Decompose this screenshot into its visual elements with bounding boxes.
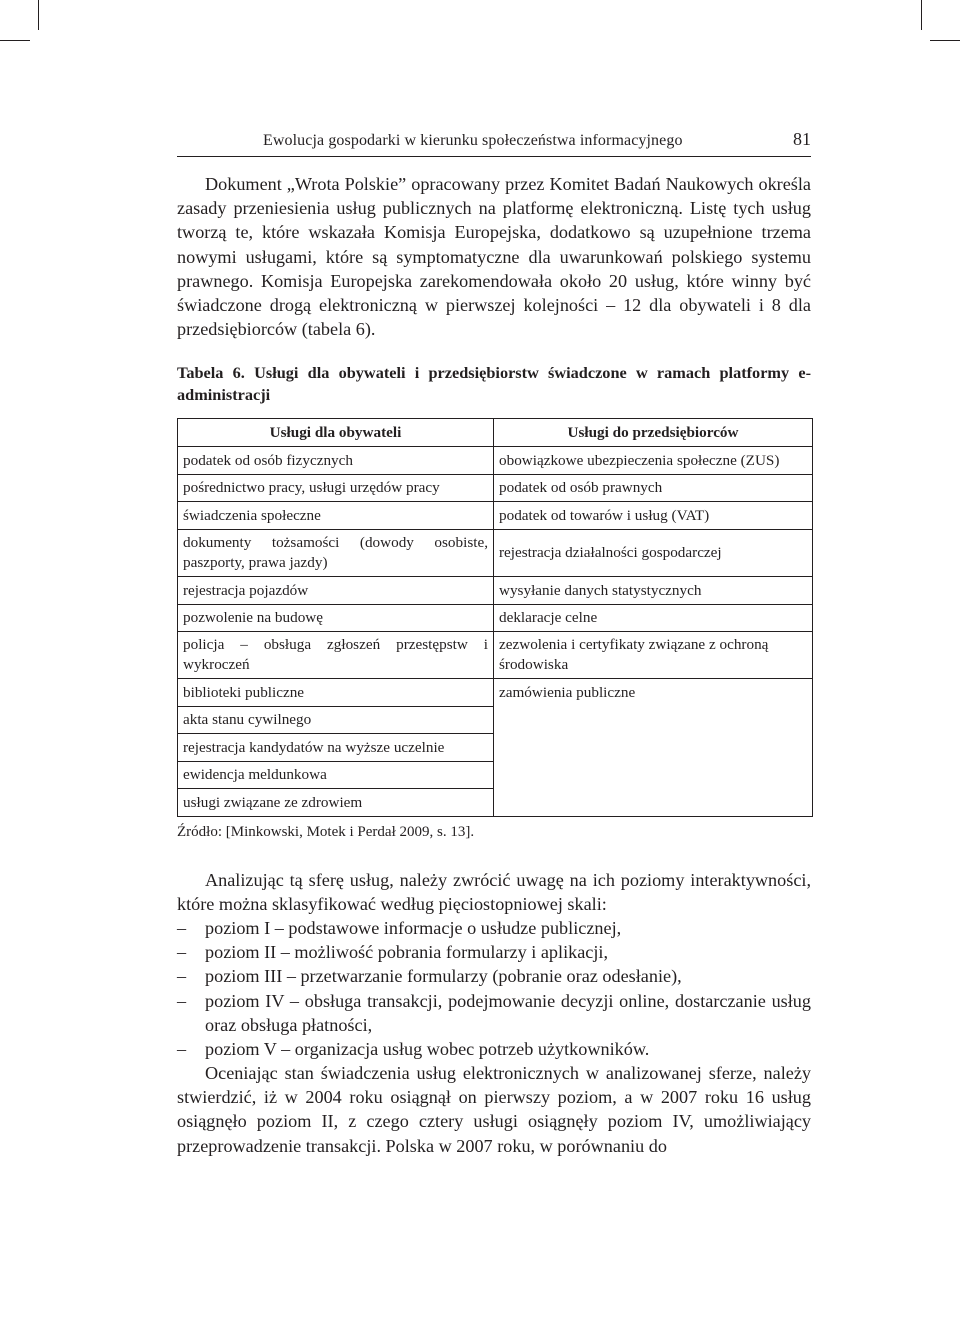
table-cell: rejestracja działalności gospodarczej xyxy=(494,530,813,577)
column-header-citizens: Usługi dla obywateli xyxy=(178,419,494,447)
list-item xyxy=(177,940,811,964)
list-item-text: poziom II – możliwość pobrania formularzy i aplikacji, xyxy=(205,942,609,963)
table-cell: obowiązkowe ubezpieczenia społeczne (ZUS) xyxy=(494,447,813,475)
table-cell-empty xyxy=(494,707,813,734)
table-cell: dokumenty tożsamości (dowody osobiste, paszporty, prawa jazdy) xyxy=(178,530,494,577)
table-row xyxy=(178,475,813,502)
table-cell: akta stanu cywilnego xyxy=(178,707,494,734)
table-row xyxy=(178,762,813,789)
table-row xyxy=(178,632,813,679)
list-dash: – xyxy=(177,966,187,987)
interactivity-levels-list xyxy=(177,916,811,1061)
table-caption: Tabela 6. Usługi dla obywateli i przedsiębiorstw świadczone w ramach platformy e-administracji xyxy=(177,363,811,404)
list-dash: – xyxy=(177,1039,187,1060)
list-dash: – xyxy=(177,942,187,963)
paragraph-intro: Dokument „Wrota Polskie” opracowany przez Komitet Badań Naukowych określa zasady przeniesienia usług publicznych na platformę elektroniczną. Listę tych usług tworzą te, które wskazała Komisja Europejska, dodatkowo są uzupełnione trzema nowymi usługami, które są symptomatyczne dla uwarunkowań polskiego systemu prawnego. Komisja Europejska zarekomendowała około 20 usług, które winny być świadczone drogą elektroniczną w pierwszej kolejności – 12 dla obywateli i 8 dla przedsiębiorców (tabela 6). xyxy=(177,174,811,340)
table-row xyxy=(178,447,813,475)
paragraph-assessment: Oceniając stan świadczenia usług elektronicznych w analizowanej sferze, należy stwierdzić, iż w 2004 roku osiągnął on pierwszy poziom, a w 2007 roku 16 usług osiągnęło poziom II, z czego cztery usługi osiągnęły poziom IV, umożliwiający przeprowadzenie transakcji. Polska w 2007 roku, w porównaniu do xyxy=(177,1063,811,1156)
table-row xyxy=(178,789,813,817)
crop-mark-top-right-vertical xyxy=(921,0,922,30)
list-dash: – xyxy=(177,918,187,938)
page-header xyxy=(177,128,811,157)
table-cell: wysyłanie danych statystycznych xyxy=(494,577,813,605)
crop-mark-top-right-horizontal xyxy=(930,40,960,41)
table-cell: świadczenia społeczne xyxy=(178,502,494,530)
list-item xyxy=(177,989,811,1037)
table-cell: podatek od osób fizycznych xyxy=(178,447,494,475)
list-item xyxy=(177,964,811,988)
table-cell: rejestracja kandydatów na wyższe uczelnie xyxy=(178,734,494,762)
list-item-text: poziom IV – obsługa transakcji, podejmowanie decyzji online, dostarczanie usług oraz obsługa płatności, xyxy=(205,990,811,1035)
list-item-text: poziom III – przetwarzanie formularzy (pobranie oraz odesłanie), xyxy=(205,966,682,987)
list-item-text: poziom V – organizacja usług wobec potrzeb użytkowników. xyxy=(205,1039,650,1060)
table-cell: podatek od towarów i usług (VAT) xyxy=(494,502,813,530)
table-cell-empty xyxy=(494,762,813,789)
table-cell: biblioteki publiczne xyxy=(178,679,494,707)
page-number: 81 xyxy=(793,129,811,149)
table-cell: rejestracja pojazdów xyxy=(178,577,494,605)
table-cell: ewidencja meldunkowa xyxy=(178,762,494,789)
list-item-text: poziom I – podstawowe informacje o usłudze publicznej, xyxy=(205,918,622,938)
table-row xyxy=(178,707,813,734)
services-table xyxy=(177,418,813,817)
table-cell: policja – obsługa zgłoszeń przestępstw i wykroczeń xyxy=(178,632,494,679)
table-cell: pośrednictwo pracy, usługi urzędów pracy xyxy=(178,475,494,502)
list-item xyxy=(177,916,811,940)
table-cell: zezwolenia i certyfikaty związane z ochroną środowiska xyxy=(494,632,813,679)
table-header-row xyxy=(178,419,813,447)
list-dash: – xyxy=(177,990,187,1011)
list-item xyxy=(177,1037,811,1061)
table-cell: podatek od osób prawnych xyxy=(494,475,813,502)
table-row xyxy=(178,530,813,577)
table-row xyxy=(178,734,813,762)
table-row xyxy=(178,502,813,530)
table-cell: deklaracje celne xyxy=(494,605,813,632)
table-row xyxy=(178,605,813,632)
column-header-businesses: Usługi do przedsiębiorców xyxy=(494,419,813,447)
table-row xyxy=(178,679,813,707)
table-source: Źródło: [Minkowski, Motek i Perdał 2009, s. 13]. xyxy=(177,824,475,840)
crop-mark-top-left-vertical xyxy=(38,0,39,30)
table-cell: zamówienia publiczne xyxy=(494,679,813,707)
table-cell: usługi związane ze zdrowiem xyxy=(178,789,494,817)
table-cell-empty xyxy=(494,789,813,817)
running-title: Ewolucja gospodarki w kierunku społeczeństwa informacyjnego xyxy=(263,132,683,149)
table-row xyxy=(178,577,813,605)
table-cell: pozwolenie na budowę xyxy=(178,605,494,632)
paragraph-interactivity: Analizując tą sferę usług, należy zwrócić uwagę na ich poziomy interaktywności, które można sklasyfikować według pięciostopniowej skali: xyxy=(177,870,811,915)
table-cell-empty xyxy=(494,734,813,762)
crop-mark-top-left-horizontal xyxy=(0,40,30,41)
